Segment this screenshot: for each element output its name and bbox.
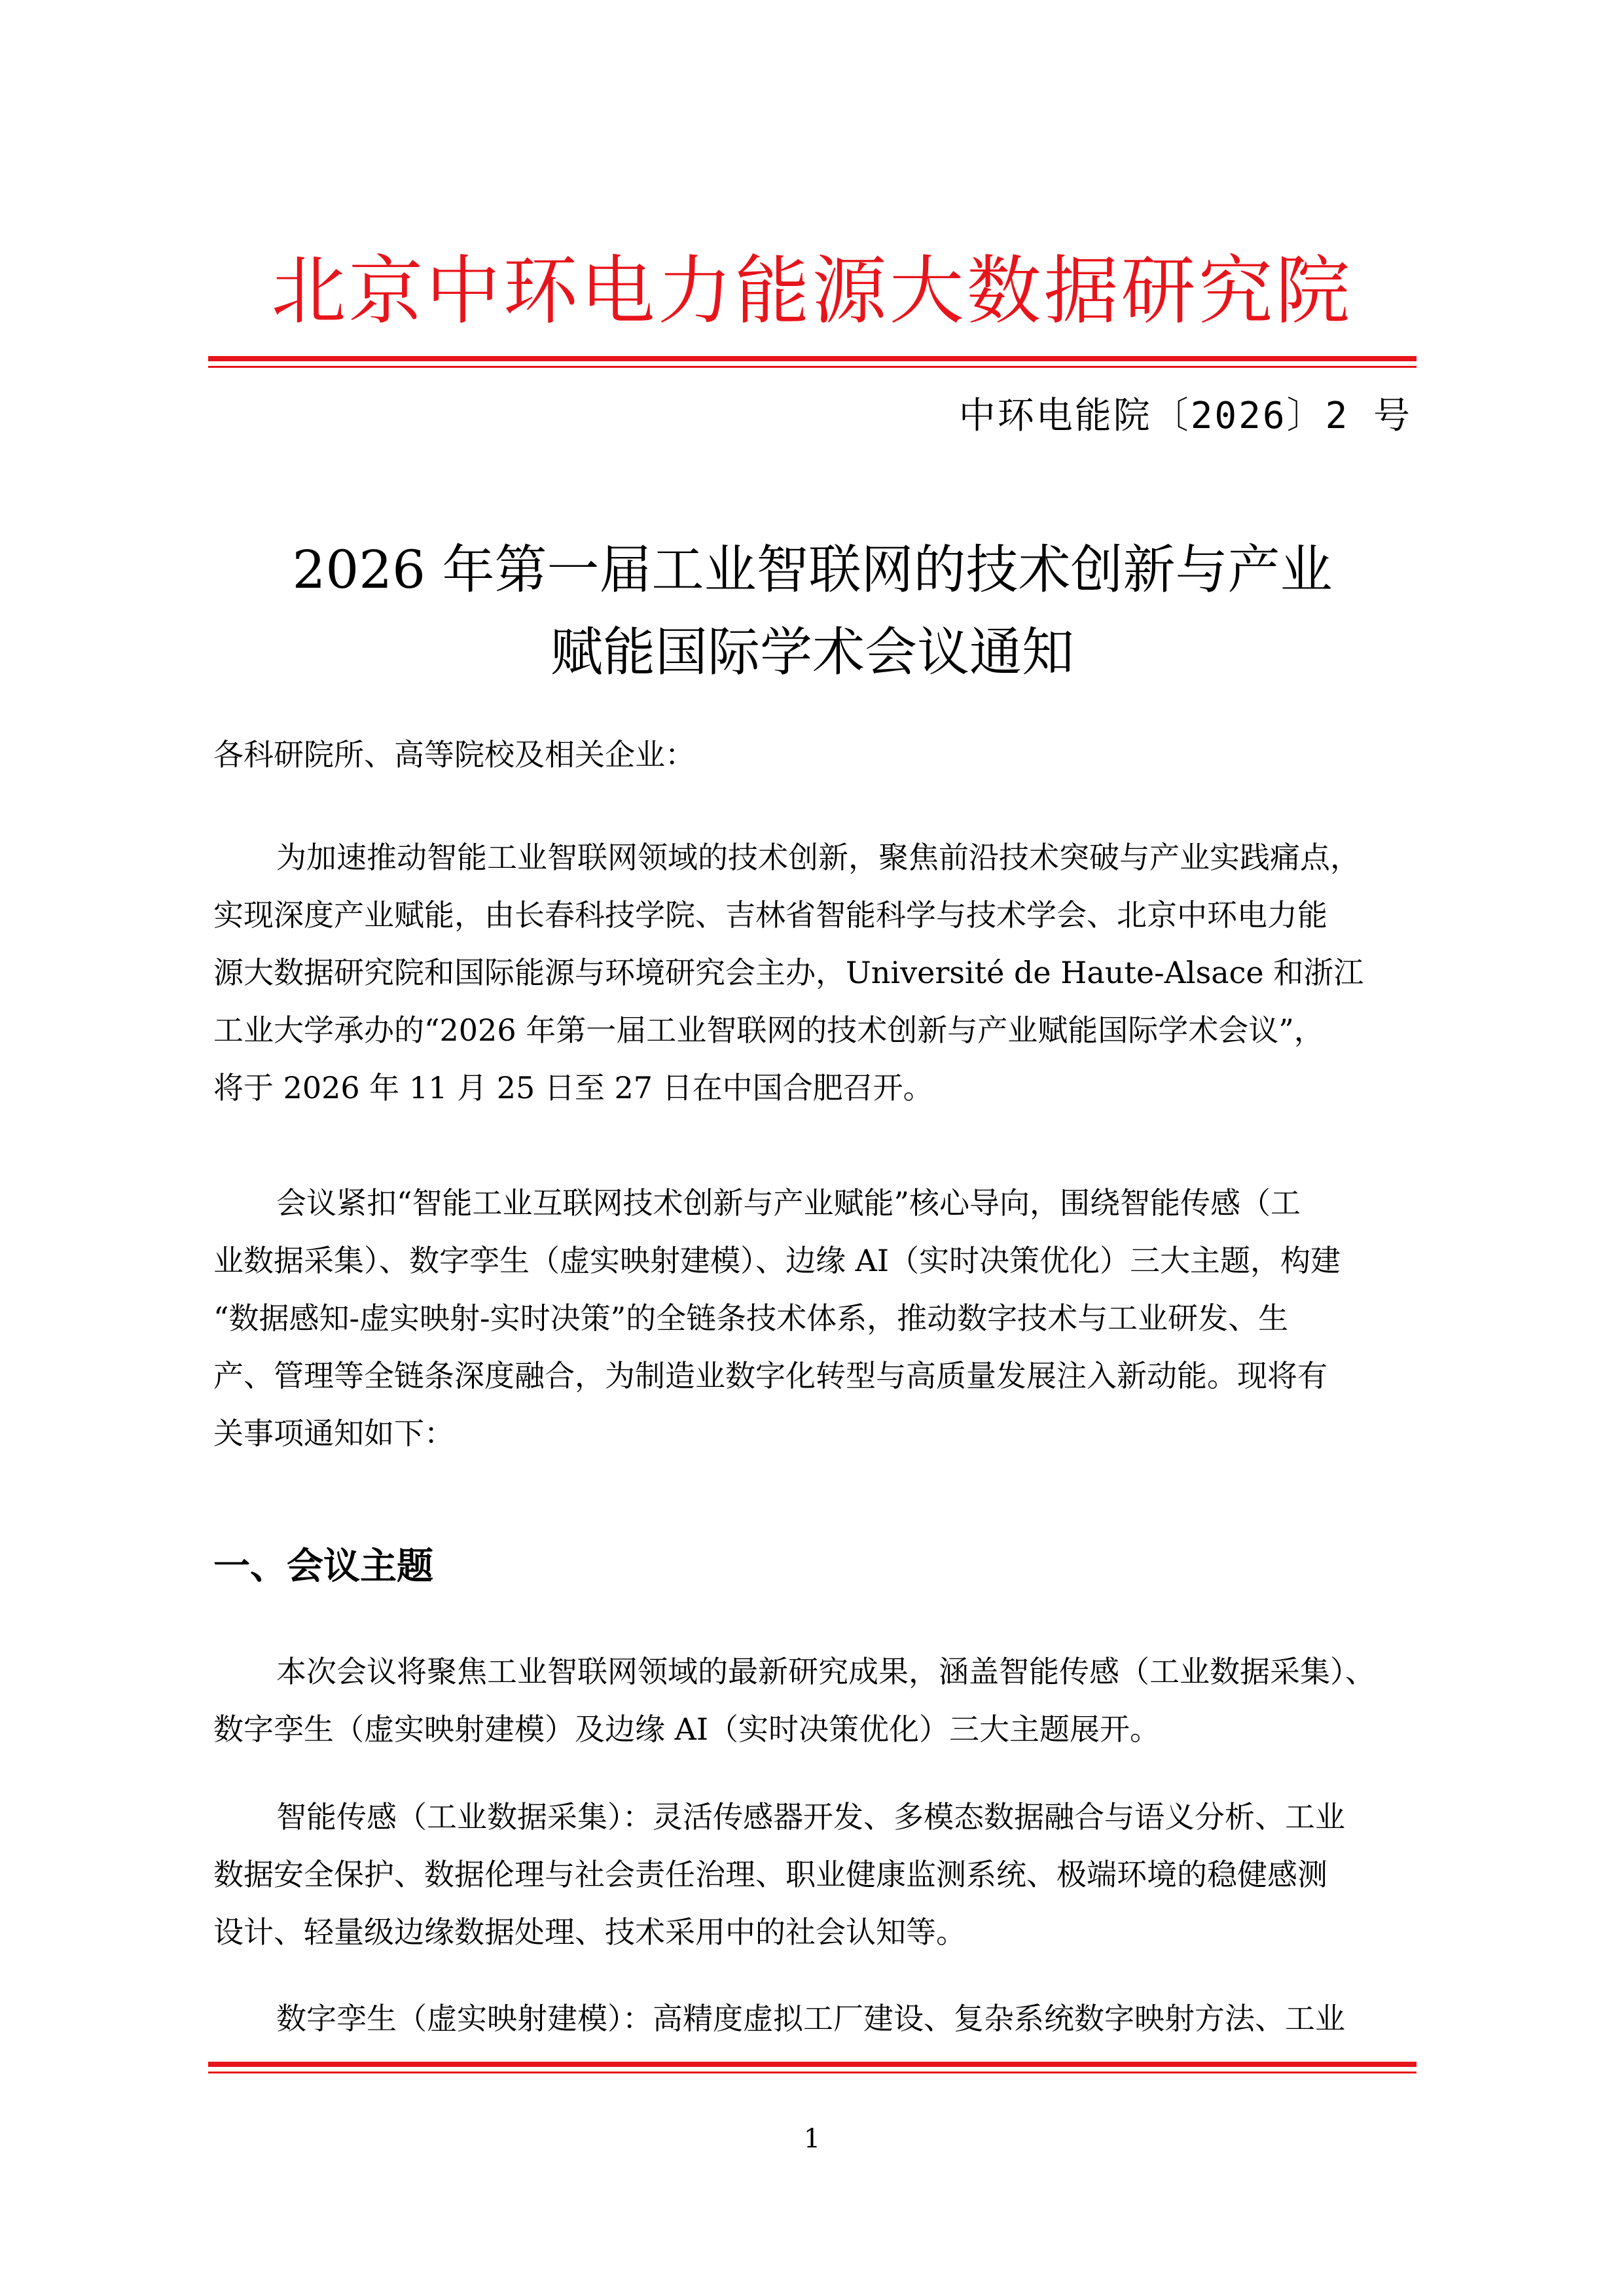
digital-twin-paragraph bbox=[213, 1990, 1416, 2047]
paragraph-line: “数据感知-虚实映射-实时决策”的全链条技术体系，推动数字技术与工业研发、生 bbox=[213, 1300, 1289, 1336]
smart-sensing-paragraph bbox=[213, 1788, 1416, 1961]
intro-paragraph bbox=[213, 829, 1416, 1117]
document-number: 中环电能院〔2026〕2 号 bbox=[958, 395, 1412, 437]
overview-paragraph bbox=[213, 1174, 1416, 1462]
notice-title bbox=[208, 529, 1416, 694]
paragraph-line: 会议紧扣“智能工业互联网技术创新与产业赋能”核心导向，围绕智能传感（工 bbox=[276, 1185, 1301, 1221]
footer-red-rule bbox=[208, 2062, 1416, 2073]
salutation: 各科研院所、高等院校及相关企业： bbox=[213, 737, 695, 772]
paragraph-line: 产、管理等全链条深度融合，为制造业数字化转型与高质量发展注入新动能。现将有 bbox=[213, 1358, 1327, 1393]
paragraph-line: 实现深度产业赋能，由长春科技学院、吉林省智能科学与技术学会、北京中环电力能 bbox=[213, 897, 1327, 933]
notice-title-line: 赋能国际学术会议通知 bbox=[550, 622, 1074, 683]
notice-title-line: 2026 年第一届工业智联网的技术创新与产业 bbox=[292, 539, 1333, 600]
paragraph-line: 工业大学承办的“2026 年第一届工业智联网的技术创新与产业赋能国际学术会议”， bbox=[213, 1013, 1324, 1048]
paragraph-line: 业数据采集）、数字孪生（虚实映射建模）、边缘 AI（实时决策优化）三大主题，构建 bbox=[213, 1243, 1341, 1278]
paragraph-line: 源大数据研究院和国际能源与环境研究会主办，Université de Haute-Alsace 和浙江 bbox=[213, 955, 1364, 990]
section-heading: 一、会议主题 bbox=[213, 1545, 433, 1588]
paragraph-line: 智能传感（工业数据采集）：灵活传感器开发、多模态数据融合与语义分析、工业 bbox=[276, 1799, 1345, 1835]
paragraph-line: 为加速推动智能工业智联网领域的技术创新，聚焦前沿技术突破与产业实践痛点， bbox=[276, 840, 1360, 875]
paragraph-line: 本次会议将聚焦工业智联网领域的最新研究成果，涵盖智能传感（工业数据采集）、 bbox=[276, 1654, 1375, 1689]
page-number: 1 bbox=[803, 2124, 821, 2154]
theme-paragraph bbox=[213, 1643, 1416, 1758]
paragraph-line: 设计、轻量级边缘数据处理、技术采用中的社会认知等。 bbox=[213, 1914, 966, 1950]
paragraph-line: 数字孪生（虚实映射建模）及边缘 AI（实时决策优化）三大主题展开。 bbox=[213, 1712, 1161, 1747]
header-red-rule bbox=[208, 356, 1416, 368]
paragraph-line: 数字孪生（虚实映射建模）：高精度虚拟工厂建设、复杂系统数字映射方法、工业 bbox=[276, 2001, 1345, 2036]
paragraph-line: 数据安全保护、数据伦理与社会责任治理、职业健康监测系统、极端环境的稳健感测 bbox=[213, 1857, 1327, 1892]
paragraph-line: 关事项通知如下： bbox=[213, 1416, 454, 1451]
organization-title: 北京中环电力能源大数据研究院 bbox=[271, 247, 1353, 334]
paragraph-line: 将于 2026 年 11 月 25 日至 27 日在中国合肥召开。 bbox=[213, 1070, 933, 1105]
